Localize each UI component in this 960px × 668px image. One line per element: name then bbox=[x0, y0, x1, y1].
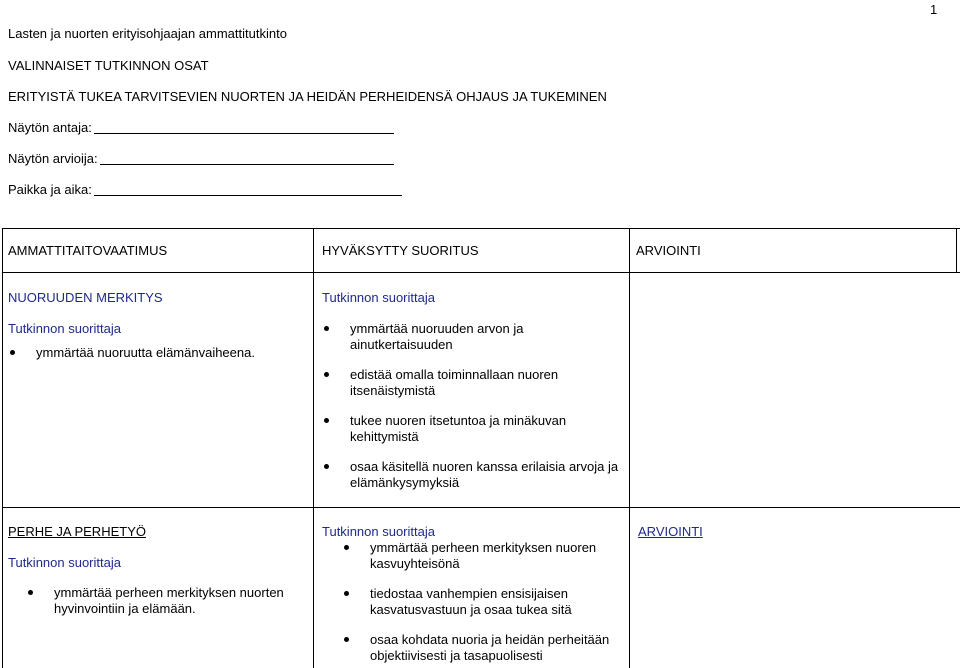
row2-left-list bbox=[8, 585, 308, 617]
row1-mid-subtitle: Tutkinnon suorittaja bbox=[322, 290, 435, 305]
row1-approved-cell bbox=[322, 290, 622, 491]
module-title: ERITYISTÄ TUKEA TARVITSEVIEN NUORTEN JA HEIDÄN PERHEIDENSÄ OHJAUS JA TUKEMINEN bbox=[8, 89, 607, 104]
table-border-header bbox=[2, 272, 960, 273]
row2-mid-subtitle: Tutkinnon suorittaja bbox=[322, 524, 435, 539]
list-item: ymmärtää nuoruutta elämänvaiheena. bbox=[8, 345, 308, 361]
list-item: tiedostaa vanhempien ensisijaisen kasvatusvastuun ja osaa tukea sitä bbox=[342, 586, 622, 618]
demonstration-giver-label: Näytön antaja: bbox=[8, 120, 92, 135]
table-border-row bbox=[2, 507, 960, 508]
row2-requirement-cell bbox=[8, 524, 308, 617]
list-item: tukee nuoren itsetuntoa ja minäkuvan kehittymistä bbox=[322, 413, 622, 445]
list-item: osaa kohdata nuoria ja heidän perheitään objektiivisesti ja tasapuolisesti bbox=[342, 632, 622, 664]
column-header-approved: HYVÄKSYTTY SUORITUS bbox=[322, 243, 479, 258]
demonstration-assessor-line bbox=[100, 151, 394, 165]
list-item: edistää omalla toiminnallaan nuoren itsenäistymistä bbox=[322, 367, 622, 399]
section-title: VALINNAISET TUTKINNON OSAT bbox=[8, 58, 209, 73]
row1-mid-list bbox=[322, 321, 622, 491]
row1-left-subtitle: Tutkinnon suorittaja bbox=[8, 321, 121, 336]
demonstration-assessor-field bbox=[8, 151, 394, 166]
table-border-right bbox=[956, 228, 957, 273]
list-item: ymmärtää nuoruuden arvon ja ainutkertaisuuden bbox=[322, 321, 622, 353]
row2-left-subtitle: Tutkinnon suorittaja bbox=[8, 555, 121, 570]
row1-requirement-cell bbox=[8, 290, 308, 361]
row1-title: NUORUUDEN MERKITYS bbox=[8, 290, 163, 305]
place-time-field bbox=[8, 182, 402, 197]
list-item: ymmärtää perheen merkityksen nuoren kasvuyhteisönä bbox=[342, 540, 622, 572]
row2-title: PERHE JA PERHETYÖ bbox=[8, 524, 146, 539]
row2-mid-list bbox=[322, 540, 622, 664]
qualification-title: Lasten ja nuorten erityisohjaajan ammattitutkinto bbox=[8, 26, 287, 41]
column-header-evaluation: ARVIOINTI bbox=[636, 243, 701, 258]
table-border-left bbox=[2, 228, 3, 668]
row2-approved-cell bbox=[322, 524, 622, 664]
place-time-line bbox=[94, 182, 402, 196]
table-border-col1 bbox=[313, 228, 314, 668]
demonstration-giver-field bbox=[8, 120, 394, 135]
table-border-top bbox=[2, 228, 960, 229]
list-item: osaa käsitellä nuoren kanssa erilaisia arvoja ja elämänkysymyksiä bbox=[322, 459, 622, 491]
list-item: ymmärtää perheen merkityksen nuorten hyvinvointiin ja elämään. bbox=[26, 585, 308, 617]
table-border-col2 bbox=[629, 228, 630, 668]
row2-evaluation-cell: ARVIOINTI bbox=[638, 524, 703, 539]
demonstration-giver-line bbox=[94, 120, 394, 134]
page-number: 1 bbox=[930, 2, 938, 17]
demonstration-assessor-label: Näytön arvioija: bbox=[8, 151, 98, 166]
place-time-label: Paikka ja aika: bbox=[8, 182, 92, 197]
column-header-requirement: AMMATTITAITOVAATIMUS bbox=[8, 243, 168, 258]
row1-left-list bbox=[8, 345, 308, 361]
